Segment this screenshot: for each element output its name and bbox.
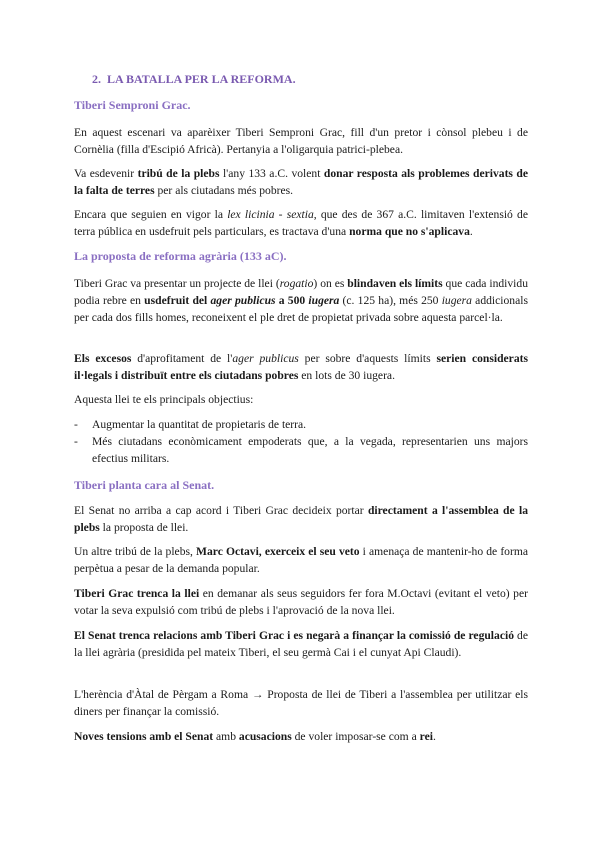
paragraph-senat-acord: El Senat no arriba a cap acord i Tiberi Grac decideix portar directament a l'assemblea de la plebs la proposta de llei. [74, 504, 528, 534]
section-heading [92, 71, 296, 88]
section-title: LA BATALLA PER LA REFORMA. [107, 72, 296, 86]
list-marker: - [74, 435, 78, 448]
paragraph-noves-tensions: Noves tensions amb el Senat amb acusacions de voler imposar-se com a rei. [74, 730, 436, 743]
paragraph-trenca-llei: Tiberi Grac trenca la llei en demanar als seus seguidors fer fora M.Octavi (evitant el veto) per votar la seva expulsió com tribú de plebs i l'aprovació de la nova llei. [74, 587, 528, 617]
paragraph-intro: En aquest escenari va aparèixer Tiberi Semproni Grac, fill d'un pretor i cònsol plebeu i de Cornèlia (filla d'Escipió Africà). Pertanyia a l'oligarquia patrici-plebea. [74, 126, 528, 156]
objectives-list [74, 416, 528, 467]
paragraph-tribu: Va esdevenir tribú de la plebs l'any 133 a.C. volent donar resposta als problemes derivats de la falta de terres per als ciutadans més pobres. [74, 167, 528, 197]
section-number: 2. [92, 72, 101, 86]
paragraph-lex-licinia: Encara que seguien en vigor la lex licinia - sextia, que des de 367 a.C. limitaven l'extensió de terra pública en usdefruit pels particulars, es tractava d'una norma que no s'aplicava. [74, 208, 528, 238]
paragraph-excesos: Els excesos d'aprofitament de l'ager publicus per sobre d'aquests límits serien considerats il·legals i distribuït entre els ciutadans pobres en lots de 30 iugera. [74, 352, 528, 382]
paragraph-senat-relacions: El Senat trenca relacions amb Tiberi Grac i es negarà a finançar la comissió de regulació de la llei agrària (presidida pel mateix Tiberi, el seu germà Cai i el cunyat Api Claudi). [74, 629, 528, 659]
subheading-tiberi-semproni-grac: Tiberi Semproni Grac. [74, 98, 191, 112]
paragraph-projecte-llei: Tiberi Grac va presentar un projecte de llei (rogatio) on es blindaven els límits que cada individu podia rebre en usdefruit del ager publicus a 500 iugera (c. 125 ha), més 250 iugera addicionals per cada dos fills homes, reconeixent el ple dret de propietat privada sobre aquesta parcel·la. [74, 277, 528, 324]
list-item: - Augmentar la quantitat de propietaris de terra. [74, 418, 307, 431]
paragraph-marc-octavi: Un altre tribú de la plebs, Marc Octavi, exerceix el seu veto i amenaça de mantenir-ho de forma perpètua a pesar de la demanda popular. [74, 545, 529, 575]
subheading-proposta-reforma: La proposta de reforma agrària (133 aC). [74, 249, 287, 263]
paragraph-objectius: Aquesta llei te els principals objectius: [74, 393, 254, 406]
subheading-tiberi-planta-cara: Tiberi planta cara al Senat. [74, 478, 215, 492]
list-item: - Més ciutadans econòmicament empoderats que, a la vegada, representarien uns majors efectius militars. [74, 435, 528, 465]
paragraph-herencia-atal: L'herència d'Àtal de Pèrgam a Roma → Proposta de llei de Tiberi a l'assemblea per utilitzar els diners per finançar la comissió. [74, 688, 528, 718]
list-marker: - [74, 418, 78, 431]
